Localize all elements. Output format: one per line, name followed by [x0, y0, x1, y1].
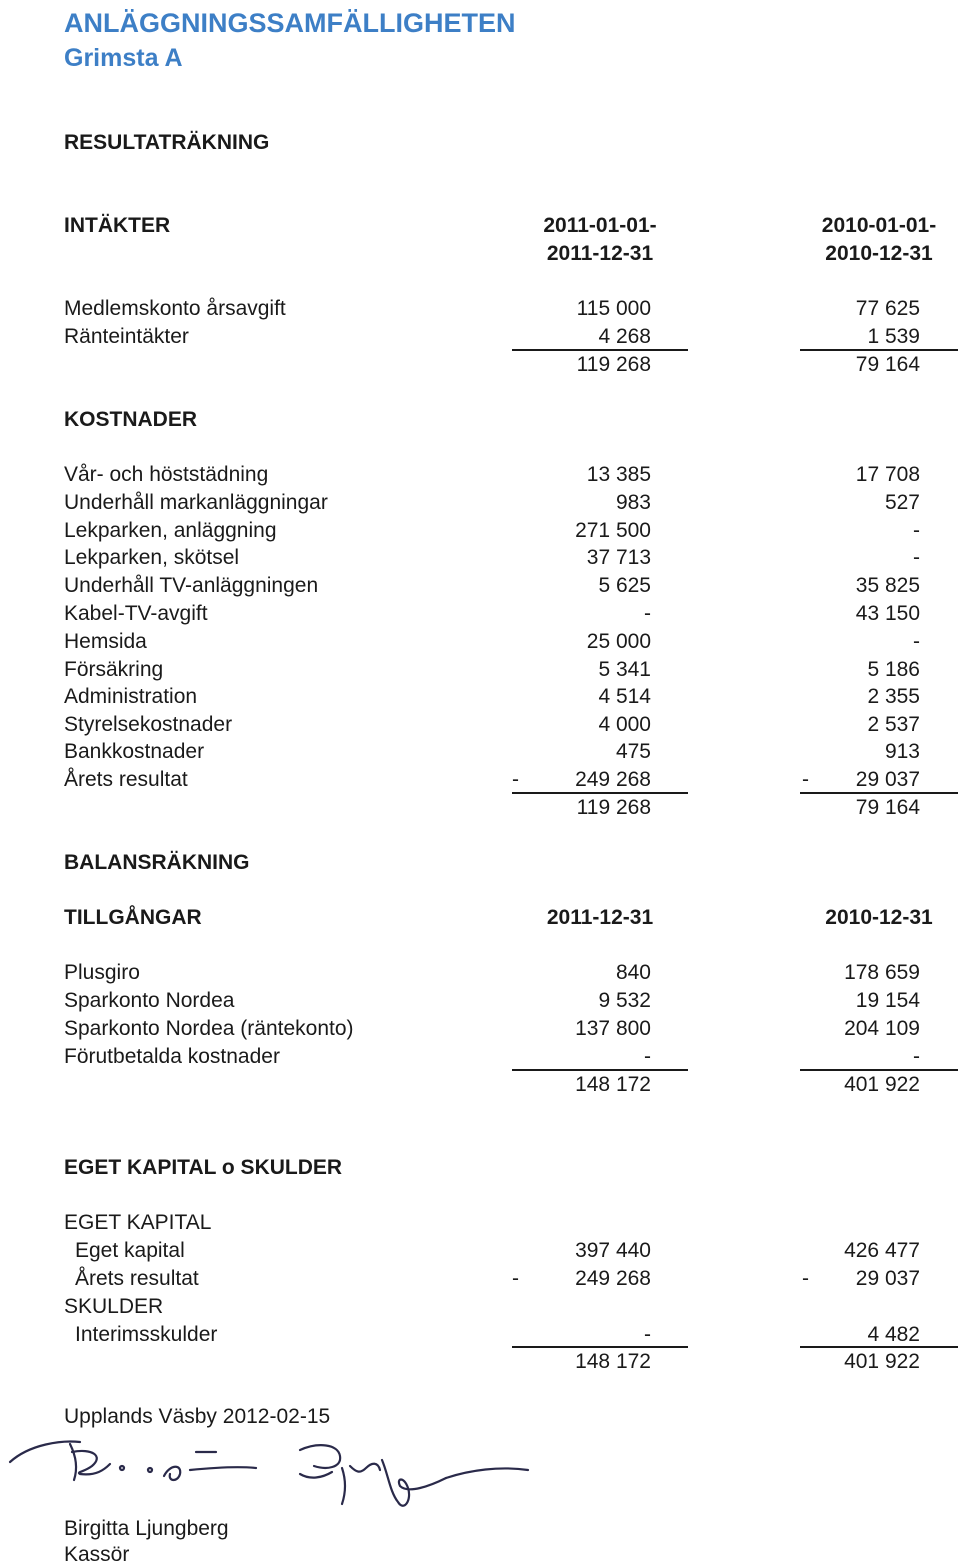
sum-rule: [800, 349, 958, 351]
cost-value-2010: 17 708: [855, 463, 920, 486]
sum-rule: [800, 792, 958, 794]
asset-value-2011: 137 800: [575, 1017, 651, 1040]
assets-total-2010: 401 922: [844, 1073, 920, 1096]
cost-label: Underhåll TV-anläggningen: [64, 574, 319, 597]
equity-liabilities-heading: EGET KAPITAL o SKULDER: [64, 1156, 343, 1179]
cost-label: Underhåll markanläggningar: [64, 491, 328, 514]
signer-name: Birgitta Ljungberg: [64, 1517, 229, 1540]
asset-value-2011: -: [644, 1045, 651, 1068]
sum-rule: [800, 1069, 958, 1071]
cost-value-2010: 5 186: [867, 658, 920, 681]
asset-value-2010: 178 659: [844, 961, 920, 984]
cost-label: Styrelsekostnader: [64, 713, 233, 736]
costs-total-2010: 79 164: [855, 796, 920, 819]
cost-value-2010: 913: [884, 740, 920, 763]
result-value-2010: 29 037: [855, 768, 920, 791]
cost-value-2011: 4 514: [598, 685, 651, 708]
revenue-value-2011: 115 000: [576, 297, 651, 320]
negative-sign: -: [802, 1267, 809, 1290]
equity-liabilities-total-2010: 401 922: [844, 1350, 920, 1373]
cost-value-2010: -: [913, 546, 920, 569]
cost-value-2011: -: [644, 602, 651, 625]
cost-label: Administration: [64, 685, 198, 708]
signature-icon: [0, 1430, 540, 1525]
equity-value-2011: 249 268: [575, 1267, 651, 1290]
liabilities-heading: SKULDER: [64, 1295, 164, 1318]
cost-value-2011: 271 500: [575, 519, 651, 542]
cost-value-2011: 4 000: [598, 713, 651, 736]
result-value-2011: 249 268: [575, 768, 651, 791]
cost-value-2010: 2 537: [867, 713, 920, 736]
revenue-value-2011: 4 268: [598, 325, 651, 348]
asset-label: Plusgiro: [64, 961, 140, 984]
equity-liabilities-total-2011: 148 172: [575, 1350, 651, 1373]
sum-rule: [512, 1069, 688, 1071]
cost-label: Lekparken, skötsel: [64, 546, 240, 569]
sum-rule: [512, 792, 688, 794]
cost-label: Hemsida: [64, 630, 147, 653]
liability-label: Interimsskulder: [75, 1323, 218, 1346]
period-2010-end: 2010-12-31: [825, 242, 933, 265]
place-date: Upplands Väsby 2012-02-15: [64, 1405, 331, 1428]
cost-label: Försäkring: [64, 658, 164, 681]
cost-value-2010: -: [913, 630, 920, 653]
sum-rule: [800, 1346, 958, 1348]
cost-value-2010: 35 825: [855, 574, 920, 597]
cost-value-2010: 2 355: [867, 685, 920, 708]
cost-value-2011: 37 713: [586, 546, 651, 569]
cost-value-2011: 13 385: [586, 463, 651, 486]
asset-value-2011: 9 532: [598, 989, 651, 1012]
negative-sign: -: [802, 768, 809, 791]
equity-value-2010: 29 037: [855, 1267, 920, 1290]
revenue-label: Ränteintäkter: [64, 325, 189, 348]
cost-label: Lekparken, anläggning: [64, 519, 277, 542]
balance-date-2010: 2010-12-31: [825, 906, 933, 929]
signer-role: Kassör: [64, 1543, 130, 1566]
costs-heading: KOSTNADER: [64, 408, 198, 431]
assets-heading: TILLGÅNGAR: [64, 906, 202, 929]
revenue-value-2010: 1 539: [867, 325, 920, 348]
equity-value-2011: 397 440: [575, 1239, 651, 1262]
revenue-total-2010: 79 164: [855, 353, 920, 376]
sum-rule: [512, 349, 688, 351]
cost-value-2011: 25 000: [586, 630, 651, 653]
asset-label: Sparkonto Nordea: [64, 989, 235, 1012]
income-statement-title: RESULTATRÄKNING: [64, 131, 270, 154]
negative-sign: -: [512, 768, 519, 791]
equity-label: Årets resultat: [75, 1267, 199, 1290]
cost-value-2010: -: [913, 519, 920, 542]
equity-value-2010: 426 477: [844, 1239, 920, 1262]
asset-label: Sparkonto Nordea (räntekonto): [64, 1017, 354, 1040]
cost-value-2010: 527: [884, 491, 920, 514]
revenue-value-2010: 77 625: [855, 297, 920, 320]
asset-label: Förutbetalda kostnader: [64, 1045, 280, 1068]
cost-label: Bankkostnader: [64, 740, 205, 763]
asset-value-2010: 19 154: [855, 989, 920, 1012]
cost-label: Vår- och höststädning: [64, 463, 269, 486]
period-2011-end: 2011-12-31: [546, 242, 654, 265]
revenue-heading: INTÄKTER: [64, 214, 171, 237]
period-2011-start: 2011-01-01-: [543, 214, 657, 237]
liability-value-2010: 4 482: [867, 1323, 920, 1346]
cost-value-2010: 43 150: [855, 602, 920, 625]
balance-date-2011: 2011-12-31: [546, 906, 654, 929]
result-label: Årets resultat: [64, 768, 188, 791]
balance-sheet-title: BALANSRÄKNING: [64, 851, 250, 874]
assets-total-2011: 148 172: [575, 1073, 651, 1096]
asset-value-2010: -: [913, 1045, 920, 1068]
organization-name: ANLÄGGNINGSSAMFÄLLIGHETEN: [64, 8, 516, 38]
asset-value-2010: 204 109: [844, 1017, 920, 1040]
period-2010-start: 2010-01-01-: [821, 214, 937, 237]
cost-value-2011: 5 625: [598, 574, 651, 597]
revenue-total-2011: 119 268: [576, 353, 651, 376]
cost-value-2011: 475: [615, 740, 651, 763]
equity-heading: EGET KAPITAL: [64, 1211, 212, 1234]
equity-label: Eget kapital: [75, 1239, 185, 1262]
negative-sign: -: [512, 1267, 519, 1290]
liability-value-2011: -: [644, 1323, 651, 1346]
cost-value-2011: 5 341: [598, 658, 651, 681]
cost-label: Kabel-TV-avgift: [64, 602, 208, 625]
costs-total-2011: 119 268: [576, 796, 651, 819]
asset-value-2011: 840: [615, 961, 651, 984]
sum-rule: [512, 1346, 688, 1348]
cost-value-2011: 983: [615, 491, 651, 514]
revenue-label: Medlemskonto årsavgift: [64, 297, 286, 320]
organization-subname: Grimsta A: [64, 44, 183, 72]
